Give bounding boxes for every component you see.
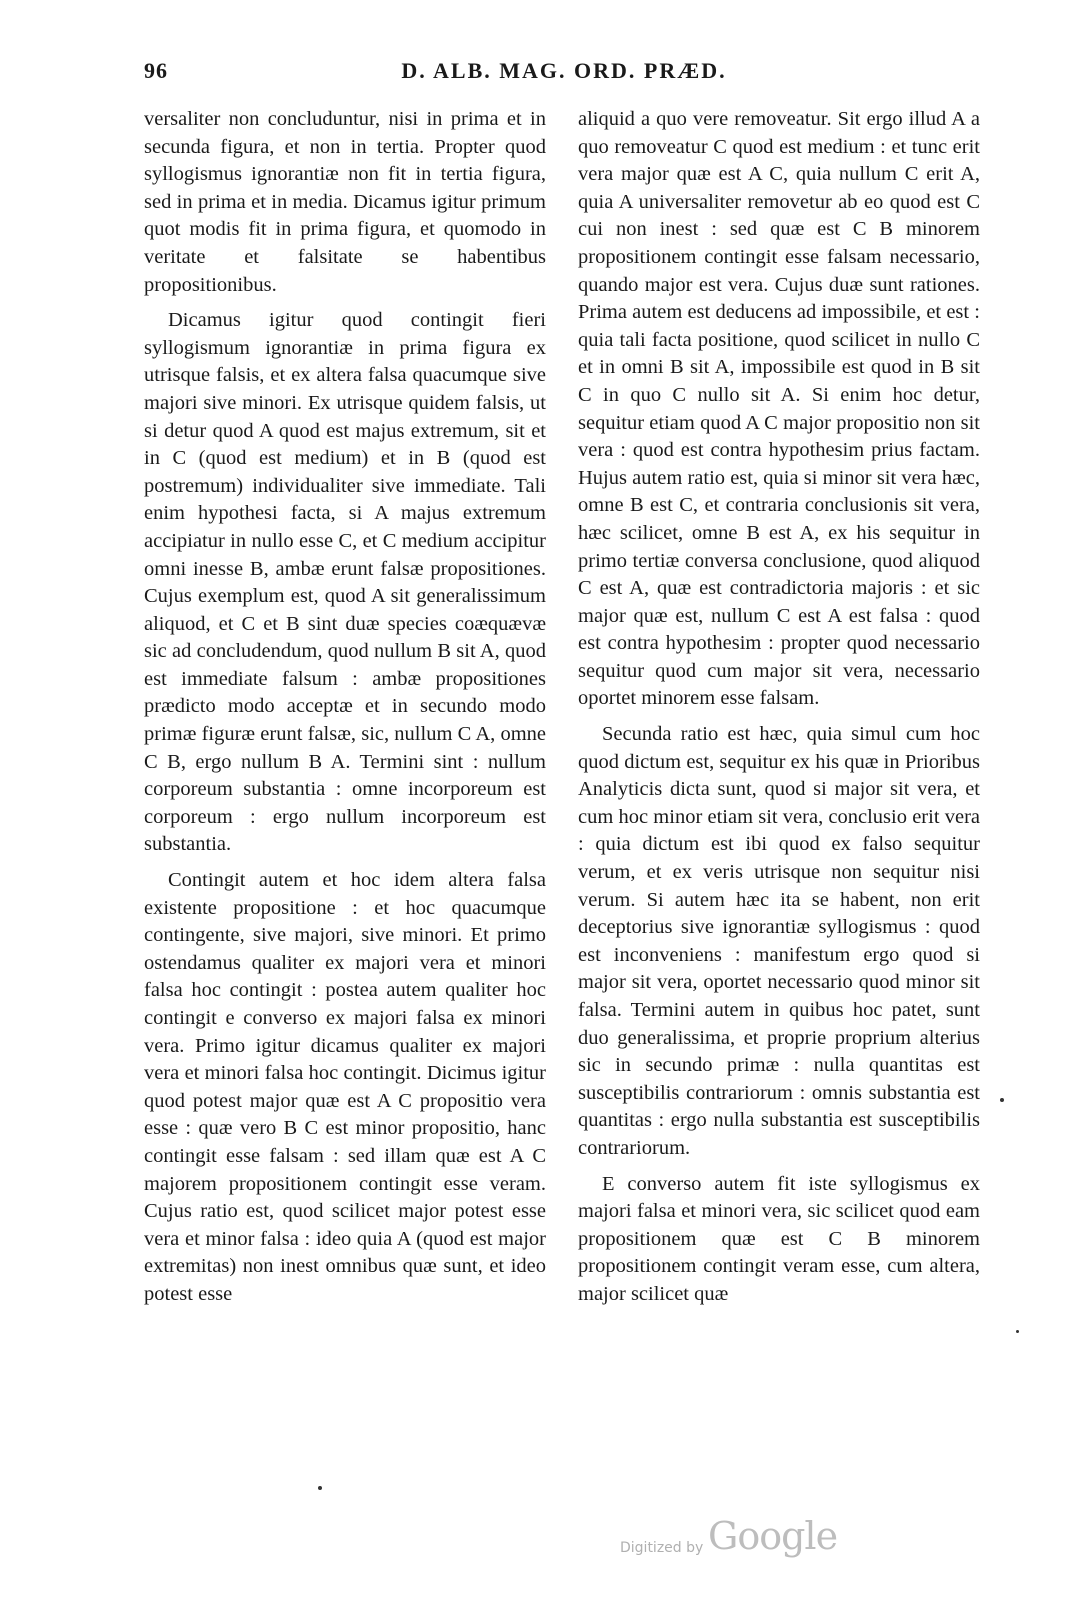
digitized-label: Digitized by <box>620 1540 704 1556</box>
google-logo: Google <box>708 1514 838 1558</box>
digitized-watermark <box>620 1510 860 1570</box>
paragraph: E converso autem fit iste syllogismus ex majori falsa et minori vera, sic scilicet quod eam propositionem quæ est C B minorem propositionem contingit veram esse, cum altera, major scilicet quæ <box>578 1172 980 1305</box>
paragraph: aliquid a quo vere removeatur. Sit ergo illud A a quo removeatur C quod est medium : et tunc erit vera major quæ est A C, quia nullum C erit A, quia A universaliter removetur ab eo quod est C cui non inest : sed quæ est C B minorem propositionem contingit esse falsam necessario, quando major est vera. Cujus duæ sunt rationes. Prima autem est deducens ad impossibile, et est : quia tali facta positione, quod scilicet in nullo C et in omni B sit A, impossibile est quod in B sit C in quo C nullo sit A. Si enim hoc detur, sequitur etiam quod A C major propositio non sit vera : quod est contra hypothesim prius factam. Hujus autem ratio est, quia si minor sit vera hæc, omne B est C, et contraria conclusionis sit vera, hæc scilicet, omne B est A, ex his sequitur in primo tertiæ conversa conclusione, quod aliquod C est A, quæ est contradictoria majoris : et sic major quæ est, nullum C est A est falsa : quod est contra hypothesim : propter quod necessario sequitur quod cum major sit vera, necessario oportet minorem esse falsam. <box>578 108 980 710</box>
paragraph: versaliter non concluduntur, nisi in prima et in secunda figura, et non in tertia. Propter quod syllogismus ignorantiæ non fit in tertia figura, sed in prima et in media. Dicamus igitur primum quot modis fit in prima figura, et quomodo in veritate et falsitate se habentibus propositionibus. <box>144 108 546 296</box>
left-column <box>144 106 546 1309</box>
paragraph: Contingit autem et hoc idem altera falsa existente propositione : et hoc quacumque contingente, sive majori, sive minori. Et primo ostendamus qualiter ex majori vera et minori falsa hoc contingit : postea autem qualiter hoc contingit e converso ex majori falsa ex minori vera. Primo igitur dicamus qualiter ex majori vera et minori falsa hoc contingit. Dicimus igitur quod potest major quæ est A C propositio vera esse : quæ vero B C est minor propositio, hanc contingit esse falsam : sed illam quæ est A C majorem propositionem contingit esse veram. Cujus ratio est, quod scilicet major potest esse vera et minor falsa : ideo quia A (quod est major extremitas) non inest omnibus quæ sunt, et ideo potest esse <box>144 869 546 1305</box>
paragraph: Dicamus igitur quod contingit fieri syllogismum ignorantiæ in prima figura ex utrisque falsis, et ex altera falsa quacumque sive majori sive minori. Ex utrisque quidem falsis, ut si detur quod A quod est majus extremum, sit et in C (quod est medium) et in B (quod est postremum) individualiter sive immediate. Tali enim hypothesi facta, si A majus extremum accipiatur in nullo esse C, et C medium accipitur omni inesse B, ambæ erunt falsæ propositiones. Cujus exemplum est, quod A sit generalissimum aliquod, et C et B sint duæ species coæquævæ sic ad concludendum, quod nullum B sit A, quod est immediate falsum : ambæ propositiones prædicto modo acceptæ et in secundo modo primæ figuræ erunt falsæ, sic, nullum C A, omne C B, ergo nullum B A. Termini sint : nullum corporeum substantia : omne incorporeum est corporeum : ergo nullum incorporeum est substantia. <box>144 309 546 856</box>
paragraph: Secunda ratio est hæc, quia simul cum hoc quod dictum est, sequitur ex his quæ in Prioribus Analyticis dicta sunt, quod si major sit vera, et cum hoc minor etiam sit vera, conclusio erit vera : quia dictum est ibi quod ex falso sequitur verum, et ex veris utrisque non sequitur nisi verum. Si autem hæc ita se habent, non erit deceptorius sive ignorantiæ syllogismus : quod est inconveniens : manifestum ergo quod si major sit vera, oportet necessario quod minor sit falsa. Termini autem in quibus hoc patet, sunt duo generalissima, et proprie proprium alterius sic in secundo primæ : nulla quantitas est susceptibilis contrariorum : omnis substantia est quantitas : ergo nulla substantia est susceptibilis contrariorum. <box>578 723 980 1159</box>
right-column <box>578 106 980 1309</box>
ink-speck <box>318 1486 322 1490</box>
ink-speck <box>1016 1330 1019 1333</box>
ink-speck <box>1000 1098 1004 1102</box>
page-number: 96 <box>144 58 168 83</box>
running-head: D. ALB. MAG. ORD. PRÆD. <box>401 58 727 83</box>
page-header <box>144 58 984 92</box>
